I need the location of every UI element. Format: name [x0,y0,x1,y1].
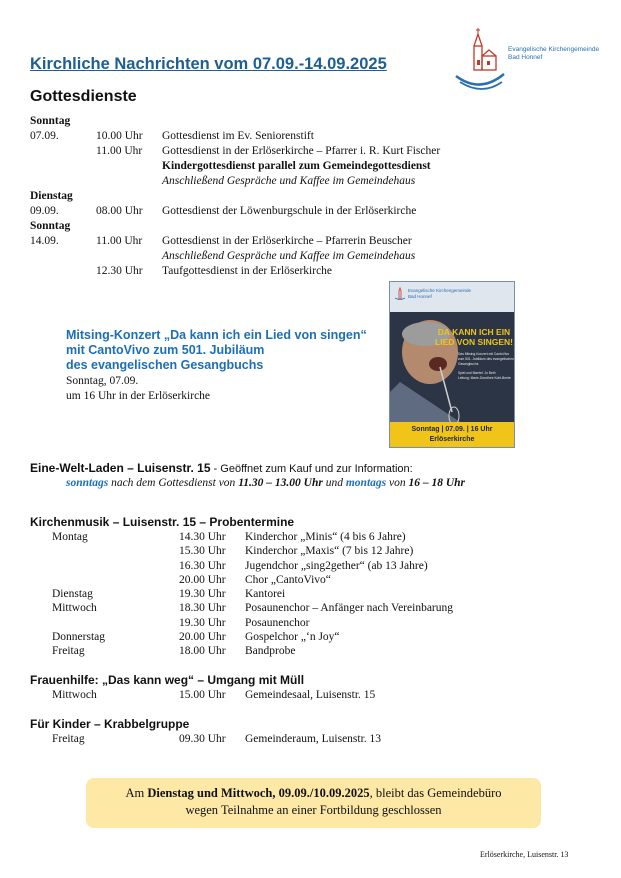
kinder-time: 09.30 Uhr [179,733,226,745]
kirchenmusik-heading: Kirchenmusik – Luisenstr. 15 – Probentermine [30,515,295,529]
page-title: Kirchliche Nachrichten vom 07.09.-14.09.2025 [30,55,387,73]
service-time: 11.00 Uhr [96,145,143,157]
rehearsal-text: Kinderchor „Maxis“ (7 bis 12 Jahre) [245,545,414,558]
kirchenmusik-list [52,530,512,659]
poster-small-text: Das Mitsing-Konzert mit CantoVivo zum 501. Jubiläum des evangelischen Gesangbuchs Spiel und Mantel: Jo Beth Leitung: Marie-Dorothee Kohl-Bente [458,352,514,380]
service-row [30,204,500,219]
rehearsal-row [52,544,512,558]
service-text: Kindergottesdienst parallel zum Gemeindegottesdienst [162,160,431,172]
rehearsal-text: Posaunenchor – Anfänger nach Vereinbarung [245,602,453,615]
frauenhilfe-place: Gemeindesaal, Luisenstr. 15 [245,689,376,701]
rehearsal-time: 19.30 Uhr [179,616,226,629]
rehearsal-time: 18.00 Uhr [179,645,226,658]
gottesdienste-list [30,114,500,279]
service-text: Anschließend Gespräche und Kaffee im Gemeindehaus [162,175,416,187]
frauenhilfe-heading: Frauenhilfe: „Das kann weg“ – Umgang mit Müll [30,673,305,687]
rehearsal-text: Posaunenchor [245,616,310,629]
eine-welt-heading: Eine-Welt-Laden – Luisenstr. 15 - Geöffnet zum Kauf und zur Information: [30,461,413,475]
rehearsal-day: Freitag [52,645,85,658]
service-date: 07.09. [30,130,59,142]
service-row [30,174,500,189]
page-footer: Erlöserkirche, Luisenstr. 13 [480,850,569,859]
rehearsal-text: Chor „CantoVivo“ [245,573,331,586]
rehearsal-row [52,601,512,615]
rehearsal-row [52,573,512,587]
church-icon [452,24,508,94]
church-logo [452,24,508,94]
service-text: Gottesdienst in der Erlöserkirche – Pfarrerin Beuscher [162,235,412,247]
service-row [30,114,500,129]
service-time: 12.30 Uhr [96,265,143,277]
rehearsal-text: Bandprobe [245,645,296,658]
rehearsal-day: Mittwoch [52,602,97,615]
rehearsal-time: 19.30 Uhr [179,588,226,601]
konzert-time: um 16 Uhr in der Erlöserkirche [66,390,211,402]
rehearsal-time: 16.30 Uhr [179,559,226,572]
service-row [30,129,500,144]
rehearsal-text: Kantorei [245,588,286,601]
service-text: Gottesdienst im Ev. Seniorenstift [162,130,314,142]
service-day: Sonntag [30,115,71,127]
rehearsal-row [52,587,512,601]
rehearsal-row [52,559,512,573]
rehearsal-time: 20.00 Uhr [179,631,226,644]
poster-church-icon [394,287,406,301]
service-day: Dienstag [30,190,73,202]
service-row [30,189,500,204]
service-text: Anschließend Gespräche und Kaffee im Gemeindehaus [162,250,416,262]
rehearsal-time: 20.00 Uhr [179,573,226,586]
poster-headline: DA KANN ICH EIN LIED VON SINGEN! [435,327,513,347]
rehearsal-time: 18.30 Uhr [179,602,226,615]
service-row [30,234,500,249]
service-date: 14.09. [30,235,59,247]
service-date: 09.09. [30,205,59,217]
poster-logo: Evangelische Kirchengemeinde Bad Honnef [408,288,472,299]
service-text: Taufgottesdienst in der Erlöserkirche [162,265,333,277]
frauenhilfe-day: Mittwoch [52,689,97,701]
rehearsal-time: 14.30 Uhr [179,531,226,543]
rehearsal-text: Gospelchor „‘n Joy“ [245,631,340,644]
rehearsal-row [52,630,512,644]
service-row [30,144,500,159]
service-row [30,219,500,234]
konzert-title: Mitsing-Konzert „Da kann ich ein Lied von singen“ mit CantoVivo zum 501. Jubiläum des evangelischen Gesangbuchs [66,328,367,372]
rehearsal-time: 15.30 Uhr [179,545,226,558]
frauenhilfe-time: 15.00 Uhr [179,689,226,701]
service-text: Gottesdienst der Löwenburgschule in der Erlöserkirche [162,205,417,217]
konzert-date: Sonntag, 07.09. [66,375,139,387]
rehearsal-row [52,616,512,630]
rehearsal-row [52,644,512,658]
closure-notice: Am Dienstag und Mittwoch, 09.09./10.09.2025, bleibt das Gemeindebüro wegen Teilnahme an einer Fortbildung geschlossen [86,778,541,828]
rehearsal-text: Jugendchor „sing2gether“ (ab 13 Jahre) [245,559,428,572]
rehearsal-row [52,530,512,544]
section-heading-gottesdienste: Gottesdienste [30,88,137,105]
service-row [30,249,500,264]
kinder-day: Freitag [52,733,85,745]
eine-welt-hours: sonntags nach dem Gottesdienst von 11.30 – 13.00 Uhr und montags von 16 – 18 Uhr [66,477,466,489]
service-row [30,264,500,279]
kinder-heading: Für Kinder – Krabbelgruppe [30,717,190,731]
rehearsal-text: Kinderchor „Minis“ (4 bis 6 Jahre) [245,531,406,543]
service-day: Sonntag [30,220,71,232]
service-text: Gottesdienst in der Erlöserkirche – Pfarrer i. R. Kurt Fischer [162,145,441,157]
rehearsal-day: Montag [52,531,88,543]
service-time: 10.00 Uhr [96,130,143,142]
rehearsal-day: Dienstag [52,588,93,601]
rehearsal-day: Donnerstag [52,631,106,644]
service-time: 11.00 Uhr [96,235,143,247]
kinder-place: Gemeinderaum, Luisenstr. 13 [245,733,382,745]
logo-text: Evangelische Kirchengemeinde Bad Honnef [508,46,600,61]
service-row [30,159,500,174]
poster-footer: Sonntag | 07.09. | 16 Uhr Erlöserkirche [390,422,514,447]
concert-poster [389,281,515,448]
service-time: 08.00 Uhr [96,205,143,217]
